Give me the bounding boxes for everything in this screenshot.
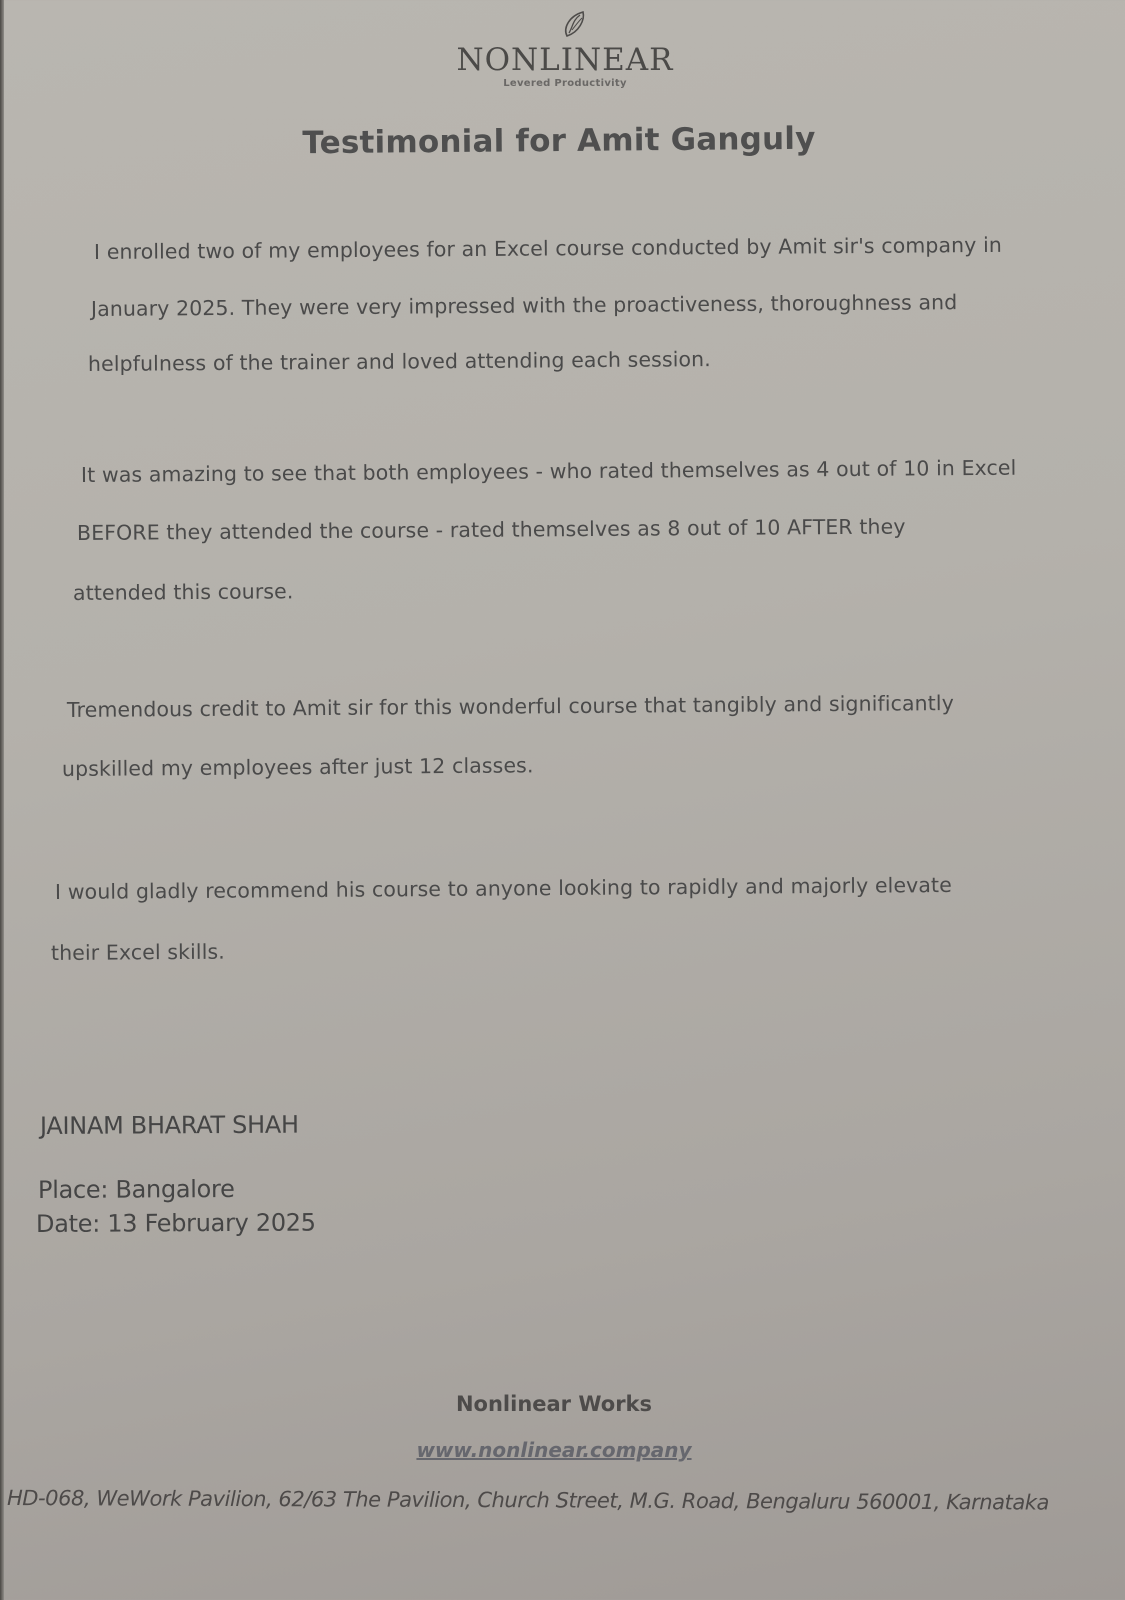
- paragraph-line: It was amazing to see that both employees - who rated themselves as 4 out of 10 in Excel: [80, 455, 1017, 487]
- page-edge-shadow: [0, 0, 4, 1600]
- brand-name: NONLINEAR: [456, 42, 674, 78]
- paragraph-line: January 2025. They were very impressed with the proactiveness, thoroughness and: [90, 290, 958, 321]
- signer-name: JAINAM BHARAT SHAH: [39, 1110, 299, 1140]
- footer-company-name: Nonlinear Works: [455, 1392, 653, 1416]
- paragraph-line: upskilled my employees after just 12 classes.: [61, 753, 534, 781]
- document-title: Testimonial for Amit Ganguly: [302, 120, 816, 162]
- paragraph-line: helpfulness of the trainer and loved attending each session.: [87, 347, 711, 376]
- paragraph-line: BEFORE they attended the course - rated themselves as 8 out of 10 AFTER they: [76, 514, 906, 545]
- footer-address: HD-068, WeWork Pavilion, 62/63 The Pavilion, Church Street, M.G. Road, Bengaluru 560001, Karnataka: [6, 1486, 1049, 1515]
- leaf-icon: [561, 10, 587, 38]
- brand-tagline: Levered Productivity: [503, 78, 627, 89]
- signature-date: Date: 13 February 2025: [35, 1208, 316, 1238]
- paragraph-line: I would gladly recommend his course to anyone looking to rapidly and majorly elevate: [54, 872, 952, 904]
- paragraph-line: attended this course.: [72, 579, 294, 605]
- paragraph-line: their Excel skills.: [50, 939, 225, 965]
- signature-place: Place: Bangalore: [37, 1174, 235, 1204]
- paragraph-line: Tremendous credit to Amit sir for this wonderful course that tangibly and significantly: [66, 691, 954, 722]
- paragraph-line: I enrolled two of my employees for an Excel course conducted by Amit sir's company in: [93, 232, 1003, 264]
- footer-website-link[interactable]: www.nonlinear.company: [416, 1438, 692, 1462]
